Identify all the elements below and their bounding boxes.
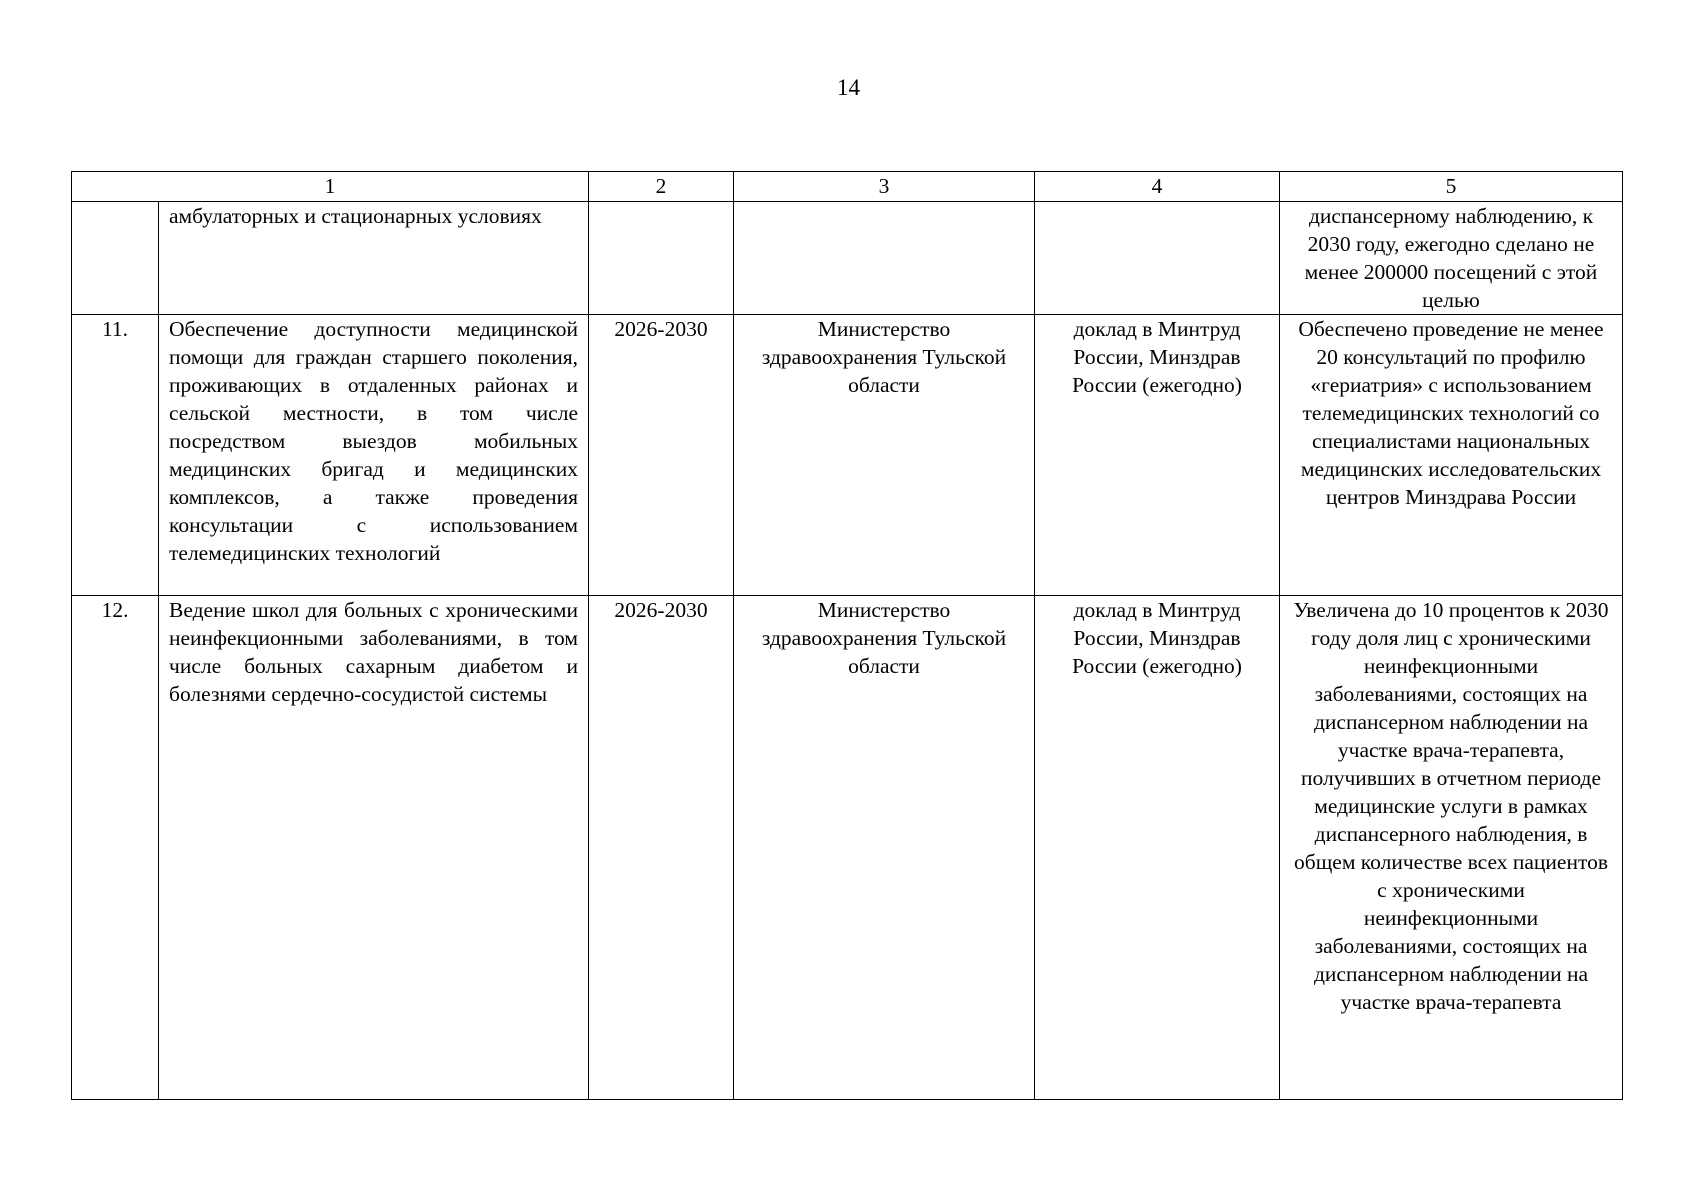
row-number: 11. bbox=[72, 315, 159, 596]
executor-cell bbox=[734, 202, 1035, 315]
row-number: 12. bbox=[72, 596, 159, 1100]
measure-cell: Ведение школ для больных с хроническими неинфекционными заболеваниями, в том числе больных сахарным диабетом и болезнями сердечно-сосудистой системы bbox=[159, 596, 589, 1100]
table-row bbox=[72, 315, 1623, 596]
measures-table bbox=[71, 171, 1623, 1100]
measure-cell: Обеспечение доступности медицинской помощи для граждан старшего поколения, проживающих в отдаленных районах и сельской местности, в том числе посредством выездов мобильных медицинских бригад и медицинских комплексов, а также проведения консультации с использованием телемедицинских технологий bbox=[159, 315, 589, 596]
executor-cell: Министерство здравоохранения Тульской области bbox=[734, 315, 1035, 596]
table-row bbox=[72, 202, 1623, 315]
measure-cell: амбулаторных и стационарных условиях bbox=[159, 202, 589, 315]
column-header-5: 5 bbox=[1280, 172, 1623, 202]
executor-cell: Министерство здравоохранения Тульской области bbox=[734, 596, 1035, 1100]
column-header-1: 1 bbox=[72, 172, 589, 202]
report-cell bbox=[1035, 202, 1280, 315]
page-number: 14 bbox=[837, 75, 860, 100]
result-cell: Обеспечено проведение не менее 20 консультаций по профилю «гериатрия» с использованием телемедицинских технологий со специалистами национальных медицинских исследовательских центров Минздрава России bbox=[1280, 315, 1623, 596]
table-row bbox=[72, 596, 1623, 1100]
period-cell: 2026-2030 bbox=[589, 596, 734, 1100]
column-header-3: 3 bbox=[734, 172, 1035, 202]
period-cell bbox=[589, 202, 734, 315]
result-cell: диспансерному наблюдению, к 2030 году, ежегодно сделано не менее 200000 посещений с этой целью bbox=[1280, 202, 1623, 315]
column-header-2: 2 bbox=[589, 172, 734, 202]
report-cell: доклад в Минтруд России, Минздрав России (ежегодно) bbox=[1035, 596, 1280, 1100]
result-cell: Увеличена до 10 процентов к 2030 году доля лиц с хроническими неинфекционными заболеваниями, состоящих на диспансерном наблюдении на участке врача-терапевта, получивших в отчетном периоде медицинские услуги в рамках диспансерного наблюдения, в общем количестве всех пациентов с хроническими неинфекционными заболеваниями, состоящих на диспансерном наблюдении на участке врача-терапевта bbox=[1280, 596, 1623, 1100]
row-number bbox=[72, 202, 159, 315]
period-cell: 2026-2030 bbox=[589, 315, 734, 596]
column-header-4: 4 bbox=[1035, 172, 1280, 202]
table-header-row bbox=[72, 172, 1623, 202]
report-cell: доклад в Минтруд России, Минздрав России (ежегодно) bbox=[1035, 315, 1280, 596]
